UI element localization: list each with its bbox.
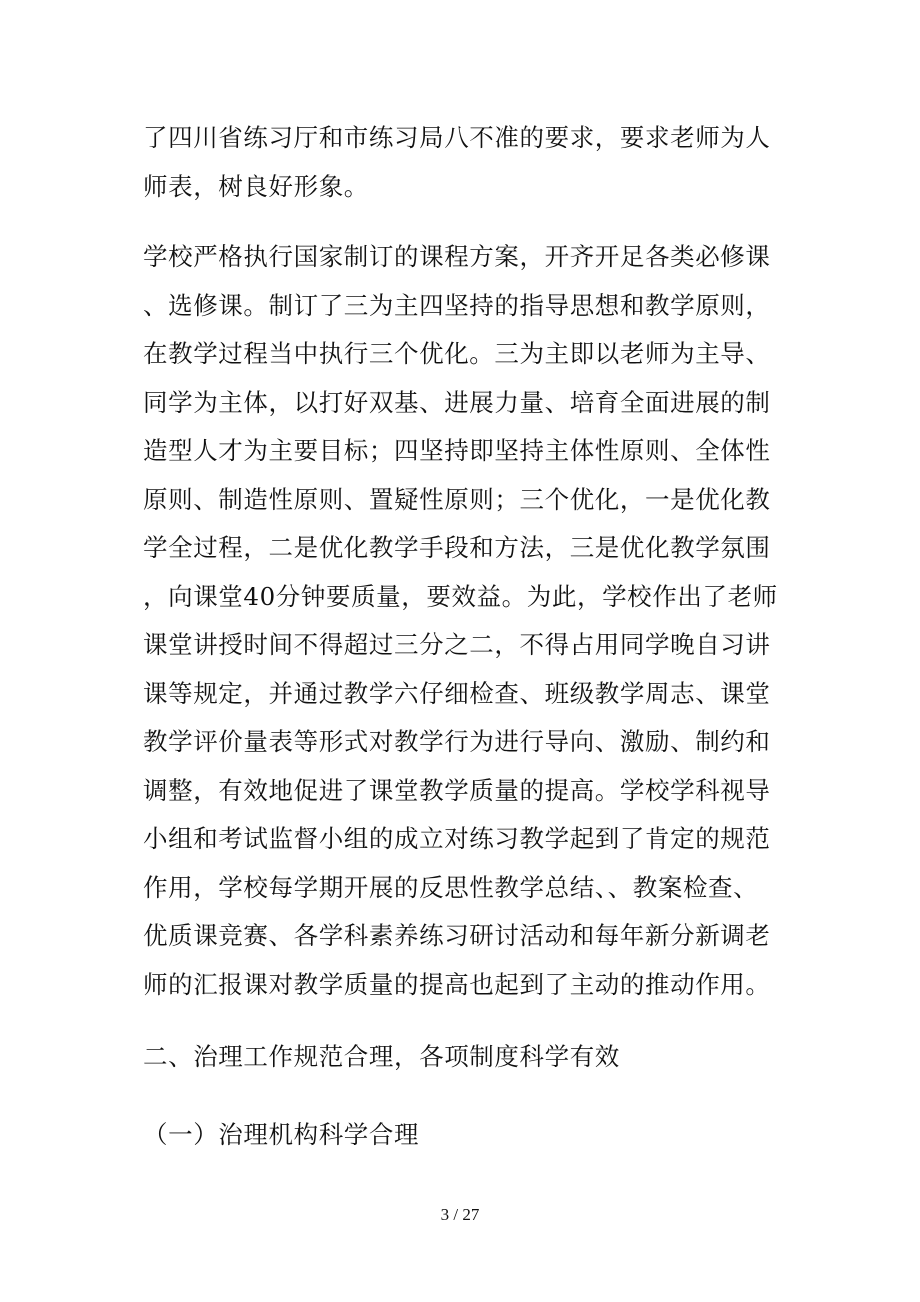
text-line: 优质课竞赛、各学科素养练习研讨活动和每年新分新调老 (143, 921, 771, 950)
text-line: 调整，有效地促进了课堂教学质量的提高。学校学科视导 (143, 775, 771, 805)
text-line: 造型人才为主要目标；四坚持即坚持主体性原则、全体性 (143, 436, 771, 465)
section-heading-text: 二、治理工作规范合理，各项制度科学有效 (143, 1042, 620, 1071)
text-line: 、选修课。制订了三为主四坚持的指导思想和教学原则， (143, 290, 771, 320)
subsection-heading-text: （一）治理机构科学合理 (143, 1120, 420, 1149)
text-line: ，向课堂40分钟要质量，要效益。为此，学校作出了老师 (143, 581, 778, 611)
text-line: 作用，学校每学期开展的反思性教学总结、、教案检查、 (143, 872, 759, 902)
section-heading (143, 1033, 783, 1082)
paragraph-curriculum (143, 233, 783, 1009)
subsection-heading (143, 1111, 783, 1160)
text-line: 学校严格执行国家制订的课程方案，开齐开足各类必修课 (143, 242, 771, 271)
text-line: 师表，树良好形象。 (143, 171, 369, 201)
text-line: 课等规定，并通过教学六仔细检查、班级教学周志、课堂 (143, 678, 771, 708)
text-line: 了四川省练习厅和市练习局八不准的要求，要求老师为人 (143, 123, 771, 152)
text-line: 同学为主体，以打好双基、进展力量、培育全面进展的制 (143, 387, 771, 417)
text-line: 师的汇报课对教学质量的提高也起到了主动的推动作用。 (143, 969, 771, 999)
text-line: 课堂讲授时间不得超过三分之二，不得占用同学晚自习讲 (143, 630, 771, 659)
text-line: 小组和考试监督小组的成立对练习教学起到了肯定的规范 (143, 824, 771, 853)
text-line: 教学评价量表等形式对教学行为进行导向、激励、制约和 (143, 727, 771, 756)
paragraph-continued (143, 114, 783, 211)
text-line: 学全过程，二是优化教学手段和方法，三是优化教学氛围 (143, 533, 771, 562)
text-line: 原则、制造性原则、置疑性原则；三个优化，一是优化教 (143, 484, 771, 514)
text-line: 在教学过程当中执行三个优化。三为主即以老师为主导、 (143, 339, 771, 368)
page-number: 3 / 27 (440, 1205, 480, 1224)
